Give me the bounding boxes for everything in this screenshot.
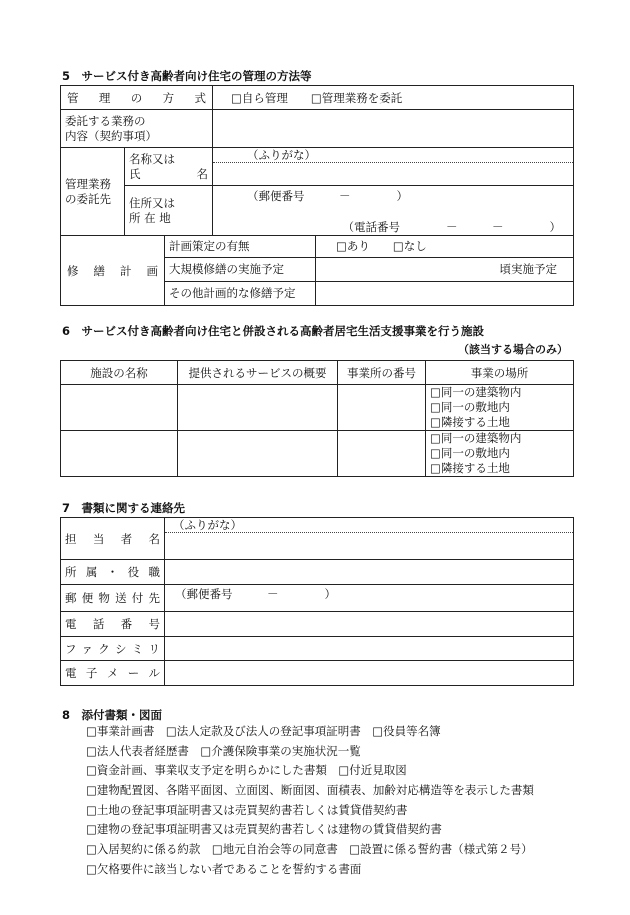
- fax-label-cell: [61, 637, 165, 661]
- attachment-list: [86, 722, 534, 880]
- phone-field[interactable]: [165, 612, 574, 637]
- facility-name-field[interactable]: [61, 385, 178, 431]
- header-office-number: 事業所の番号: [338, 361, 426, 385]
- section8-title: 8 添付書類・図面: [62, 708, 163, 722]
- furigana-label: （ふりがな）: [165, 518, 573, 533]
- postal-code: （郵便番号 － ）: [247, 189, 408, 203]
- header-business-place: 事業の場所: [426, 361, 574, 385]
- mail-address-label: 郵便物送付先: [65, 591, 160, 605]
- mail-address-label-cell: [61, 585, 165, 612]
- fax-label: ファクシミリ: [65, 641, 160, 656]
- attachment-item[interactable]: □資金計画、事業収支予定を明らかにした書類 □付近見取図: [86, 763, 407, 778]
- method-label: 管理の方式: [67, 90, 206, 105]
- person-in-charge-label: 担当者名: [65, 531, 160, 546]
- other-repair-field[interactable]: [316, 282, 573, 305]
- fax-field[interactable]: [165, 637, 574, 661]
- attachment-item[interactable]: □建物配置図、各階平面図、立面図、断面図、面積表、加齢対応構造等を表示した書類: [86, 783, 534, 798]
- office-number-field[interactable]: [338, 431, 426, 477]
- method-label-cell: [61, 86, 213, 110]
- entrustee-name-field[interactable]: [213, 148, 574, 186]
- section7-title: 7 書類に関する連絡先: [62, 501, 186, 515]
- attachment-item[interactable]: □入居契約に係る約款 □地元自治会等の同意書 □設置に係る誓約書（様式第２号）: [86, 842, 533, 857]
- email-label-cell: [61, 661, 165, 686]
- repair-plan-label: 修繕計画: [67, 263, 158, 278]
- attachment-item[interactable]: □土地の登記事項証明書又は売買契約書若しくは賃貸借契約書: [86, 802, 408, 817]
- section6-note: （該当する場合のみ）: [458, 343, 568, 356]
- facility-name-field[interactable]: [61, 431, 178, 477]
- person-in-charge-field[interactable]: [165, 518, 574, 560]
- section6-title: 6 サービス付き高齢者向け住宅と併設される高齢者居宅生活支援事業を行う施設: [62, 324, 484, 338]
- name-label: 名称又は 氏 名: [125, 148, 213, 186]
- management-table: [60, 85, 574, 306]
- plan-existence-label: 計画策定の有無: [165, 236, 316, 257]
- business-place-options[interactable]: □同一の建築物内 □同一の敷地内 □隣接する土地: [426, 431, 574, 477]
- other-repair-label: その他計画的な修繕予定: [165, 282, 316, 305]
- plan-existence-options[interactable]: □あり □なし: [336, 239, 427, 253]
- attachment-item[interactable]: □法人代表者経歴書 □介護保険事業の実施状況一覧: [86, 743, 361, 758]
- facility-table: [60, 360, 574, 477]
- attachment-item[interactable]: □事業計画書 □法人定款及び法人の登記事項証明書 □役員等名簿: [86, 724, 441, 738]
- email-label: 電子メール: [65, 666, 160, 680]
- repair-row2: [165, 258, 574, 282]
- header-service-summary: 提供されるサービスの概要: [178, 361, 338, 385]
- large-repair-label: 大規模修繕の実施予定: [165, 258, 316, 281]
- large-repair-field[interactable]: 頃実施予定: [499, 262, 557, 276]
- method-options[interactable]: □自ら管理 □管理業務を委託: [213, 86, 574, 110]
- header-facility-name: 施設の名称: [61, 361, 178, 385]
- repair-plan-label-cell: [61, 236, 165, 306]
- phone-label-cell: [61, 612, 165, 637]
- office-number-field[interactable]: [338, 385, 426, 431]
- service-summary-field[interactable]: [178, 385, 338, 431]
- entrustee-label: 管理業務 の委託先: [61, 148, 125, 236]
- entrust-content-field[interactable]: [213, 110, 574, 148]
- business-place-options[interactable]: □同一の建築物内 □同一の敷地内 □隣接する土地: [426, 385, 574, 431]
- contact-table: [60, 517, 574, 686]
- affiliation-label: 所属・役職: [65, 565, 160, 579]
- affiliation-field[interactable]: [165, 560, 574, 585]
- repair-row1: [165, 236, 574, 258]
- person-label-cell: [61, 518, 165, 560]
- phone-number: （電話番号 － － ）: [342, 220, 561, 234]
- attachment-item[interactable]: □建物の登記事項証明書又は売買契約書若しくは建物の賃貸借契約書: [86, 822, 442, 837]
- entrust-label: 委託する業務の 内容（契約事項）: [61, 110, 213, 148]
- phone-label: 電話番号: [65, 617, 160, 631]
- email-field[interactable]: [165, 661, 574, 686]
- affiliation-label-cell: [61, 560, 165, 585]
- section5-title: 5 サービス付き高齢者向け住宅の管理の方法等: [62, 69, 312, 83]
- postal-code: （郵便番号 － ）: [175, 587, 336, 601]
- repair-row3: [165, 282, 574, 306]
- service-summary-field[interactable]: [178, 431, 338, 477]
- entrustee-address-field[interactable]: [213, 186, 574, 236]
- furigana-label: （ふりがな）: [213, 148, 573, 163]
- mail-address-field[interactable]: [165, 585, 574, 612]
- address-label: 住所又は 所 在 地: [125, 186, 213, 236]
- attachment-item[interactable]: □欠格要件に該当しない者であることを誓約する書面: [86, 861, 362, 876]
